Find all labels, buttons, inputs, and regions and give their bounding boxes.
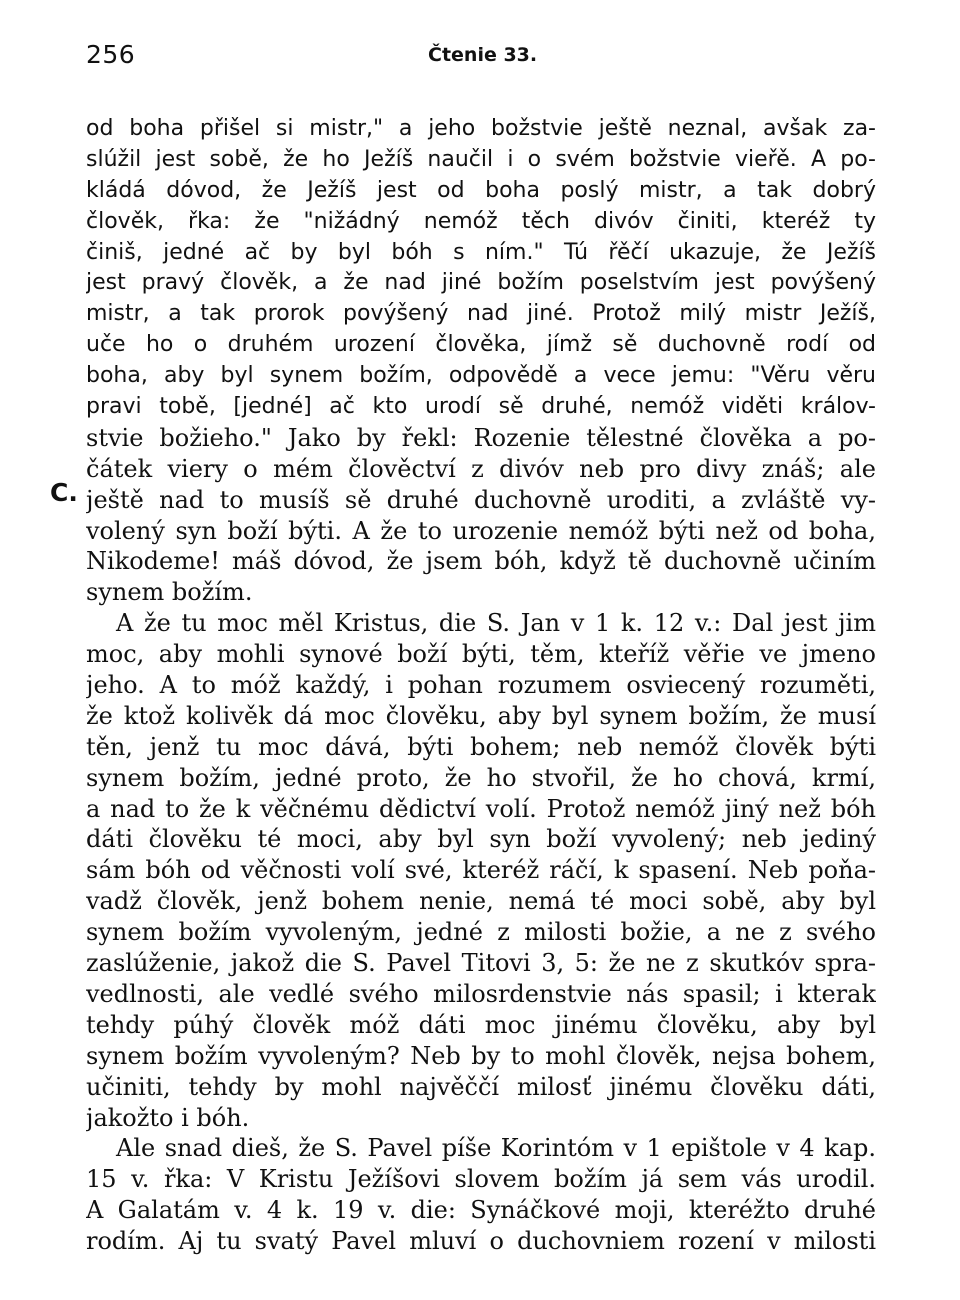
text-line: Ale snad dieš, že S. Pavel píše Korintóm v 1 epištole v 4 kap. (116, 1134, 876, 1163)
text-line: člověk, řka: že "nižádný nemóž těch divóv činiti, kteréž ty (86, 208, 876, 234)
running-title: Čtenie 33. (428, 44, 538, 66)
text-line: volený syn boží býti. A že to urozenie nemóž býti než od boha, (86, 516, 876, 545)
text-line: synem božím, jedné proto, že ho stvořil, že ho chová, krmí, (86, 763, 876, 792)
text-line: mistr, a tak prorok povýšený nad jiné. Protož milý mistr Ježíš, (86, 301, 876, 327)
text-line: jakožto i bóh. (86, 1103, 250, 1132)
text-line: dáti člověku té moci, aby byl syn boží vyvolený; neb jediný (86, 825, 876, 854)
text-line: vedlnosti, ale vedlé svého milosrdenstvie nás spasil; i kterak (86, 979, 876, 1008)
text-line: Nikodeme! máš dóvod, že jsem bóh, když tě duchovně učiním (86, 547, 876, 576)
text-line: sám bóh od věčnosti volí své, kteréž ráčí, k spasení. Neb poňa- (86, 856, 876, 885)
text-line: a nad to že k věčnému dědictví volí. Protož nemóž jiný než bóh (86, 794, 876, 823)
text-line: synem božím. (86, 578, 253, 607)
text-line: jeho. A to móž každý, i pohan rozumem osviecený rozuměti, (86, 671, 876, 700)
text-line: činiš, jedné ač by byl bóh s ním." Tú řěčí ukazuje, že Ježíš (86, 239, 876, 265)
text-line: 15 v. řka: V Kristu Ježíšovi slovem božím já sem vás urodil. (86, 1165, 876, 1194)
text-line: že ktož kolivěk dá moc člověku, aby byl synem božím, že musí (86, 701, 876, 730)
text-line: boha, aby byl synem božím, odpovědě a vece jemu: "Věru věru (86, 363, 876, 389)
body-text (86, 114, 876, 1257)
text-line: čátek viery o mém člověctví z divóv neb pro divy znáš; ale (86, 454, 876, 483)
text-line: A Galatám v. 4 k. 19 v. die: Synáčkové moji, kteréžto druhé (86, 1196, 876, 1225)
text-line: vadž člověk, jenž bohem nenie, nemá té moci sobě, aby byl (86, 887, 876, 916)
text-line: pravi tobě, [jedné] ač kto urodí sě druhé, nemóž viděti králov- (86, 394, 876, 420)
text-line: učiniti, tehdy by mohl najvěččí milosť jinému člověku dáti, (86, 1072, 876, 1101)
text-line: jest pravý člověk, a že nad jiné božím poselstvím jest povýšený (86, 270, 876, 296)
text-line: ještě nad to musíš sě druhé duchovně uroditi, a zvláště vy- (86, 485, 876, 514)
text-line: A že tu moc měl Kristus, die S. Jan v 1 k. 12 v.: Dal jest jim (116, 609, 876, 638)
text-line: kládá dóvod, že Ježíš jest od boha poslý mistr, a tak dobrý (86, 177, 876, 203)
text-line: zaslúženie, jakož die S. Pavel Titovi 3, 5: že ne z skutkóv spra- (86, 949, 876, 978)
text-line: stvie božieho." Jako by řekl: Rozenie tělestné člověka a po- (86, 423, 876, 452)
margin-mark: C. (50, 478, 78, 507)
text-line: těn, jenž tu moc dává, býti bohem; neb nemóž člověk býti (86, 732, 876, 761)
text-line: tehdy púhý člověk móž dáti moc jinému člověku, aby byl (86, 1010, 876, 1039)
text-line: synem božím vyvoleným, jedné z milosti božie, a ne z svého (86, 918, 876, 947)
text-line: slúžil jest sobě, že ho Ježíš naučil i o svém božstvie vieřě. A po- (86, 146, 876, 172)
text-line: uče ho o druhém urození člověka, jímž sě duchovně rodí od (86, 332, 876, 358)
page-number: 256 (86, 40, 136, 69)
text-line: od boha přišel si mistr," a jeho božstvie ještě neznal, avšak za- (86, 116, 876, 141)
page-header (86, 40, 876, 80)
text-line: moc, aby mohli synové boží býti, těm, kteříž věřie ve jmeno (86, 640, 876, 669)
text-line: synem božím vyvoleným? Neb by to mohl člověk, nejsa bohem, (86, 1041, 876, 1070)
text-line: rodím. Aj tu svatý Pavel mluví o duchovniem rození v milosti (86, 1227, 876, 1256)
